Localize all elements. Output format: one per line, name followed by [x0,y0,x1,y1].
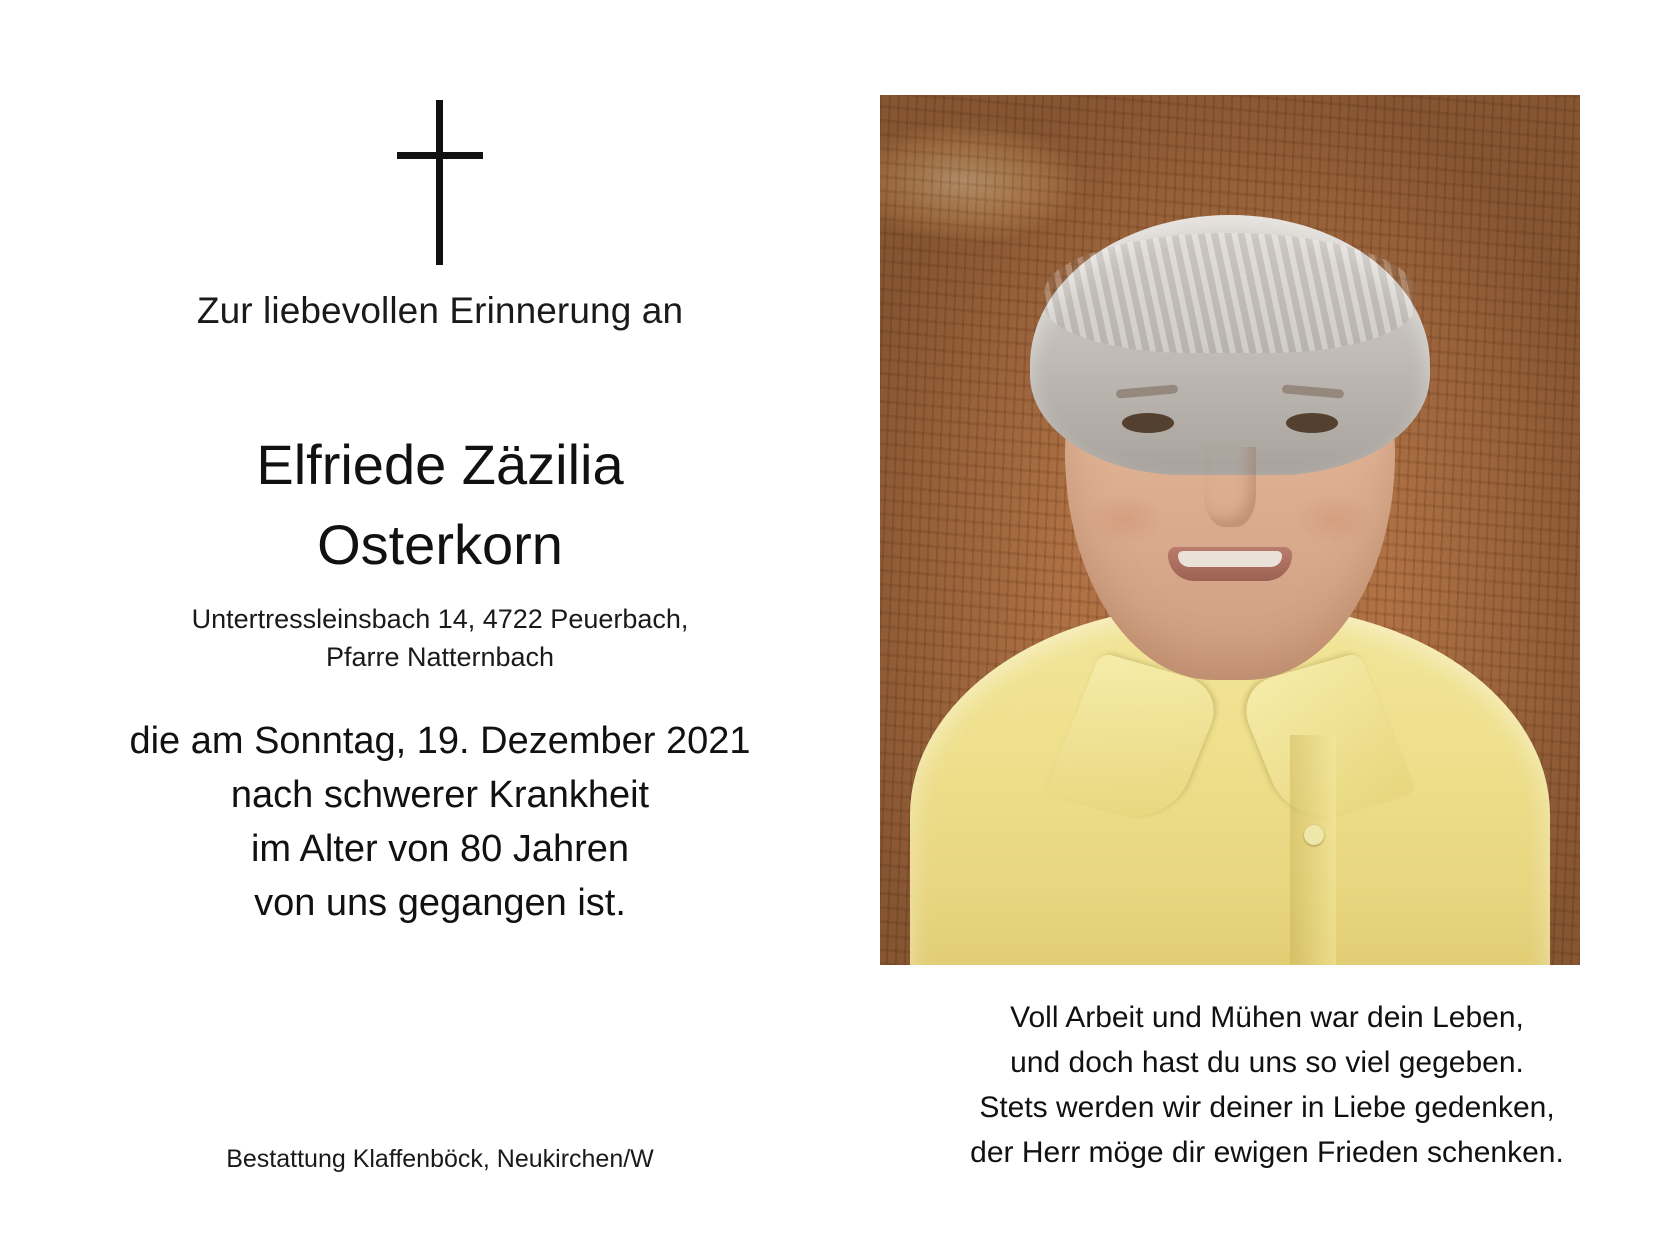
funeral-home-footer [0,1145,880,1174]
passing-line-3: im Alter von 80 Jahren [250,827,630,870]
blouse-button [1304,825,1324,845]
poem-line-4: der Herr möge dir ewigen Frieden schenken. [970,1136,1564,1169]
passing-line-2: nach schwerer Krankheit [230,773,650,816]
passing-line-1: die am Sonntag, 19. Dezember 2021 [129,720,751,762]
poem-line-2: und doch hast du uns so viel gegeben. [1010,1046,1524,1079]
nose [1204,447,1256,527]
cheek-left [1086,493,1164,545]
intro-line: Zur liebevollen Erinnerung an [196,290,684,331]
passing-line-4: von uns gegangen ist. [254,881,626,924]
deceased-name [0,425,880,584]
portrait-photo [880,95,1580,965]
eye-left [1122,413,1174,433]
poem-line-1: Voll Arbeit und Mühen war dein Leben, [1010,1001,1524,1034]
passing-details [0,715,880,931]
eye-right [1286,413,1338,433]
address-line-1: Untertressleinsbach 14, 4722 Peuerbach, [191,604,689,634]
grey-hair [1030,215,1430,475]
blouse-placket [1290,735,1336,965]
teeth [1178,551,1282,567]
address-line-2: Pfarre Natternbach [325,642,555,673]
address [0,600,880,677]
name-line-1: Elfriede Zäzilia [256,433,624,496]
portrait-figure [880,95,1580,965]
intro-text [0,290,880,332]
memorial-poem [880,995,1654,1175]
memorial-photo-column [880,0,1654,1242]
christian-cross-icon [0,100,880,265]
footer-line: Bestattung Klaffenböck, Neukirchen/W [226,1145,654,1173]
name-line-2: Osterkorn [317,512,563,576]
cheek-right [1296,493,1374,545]
poem-line-3: Stets werden wir deiner in Liebe gedenken, [979,1091,1555,1124]
